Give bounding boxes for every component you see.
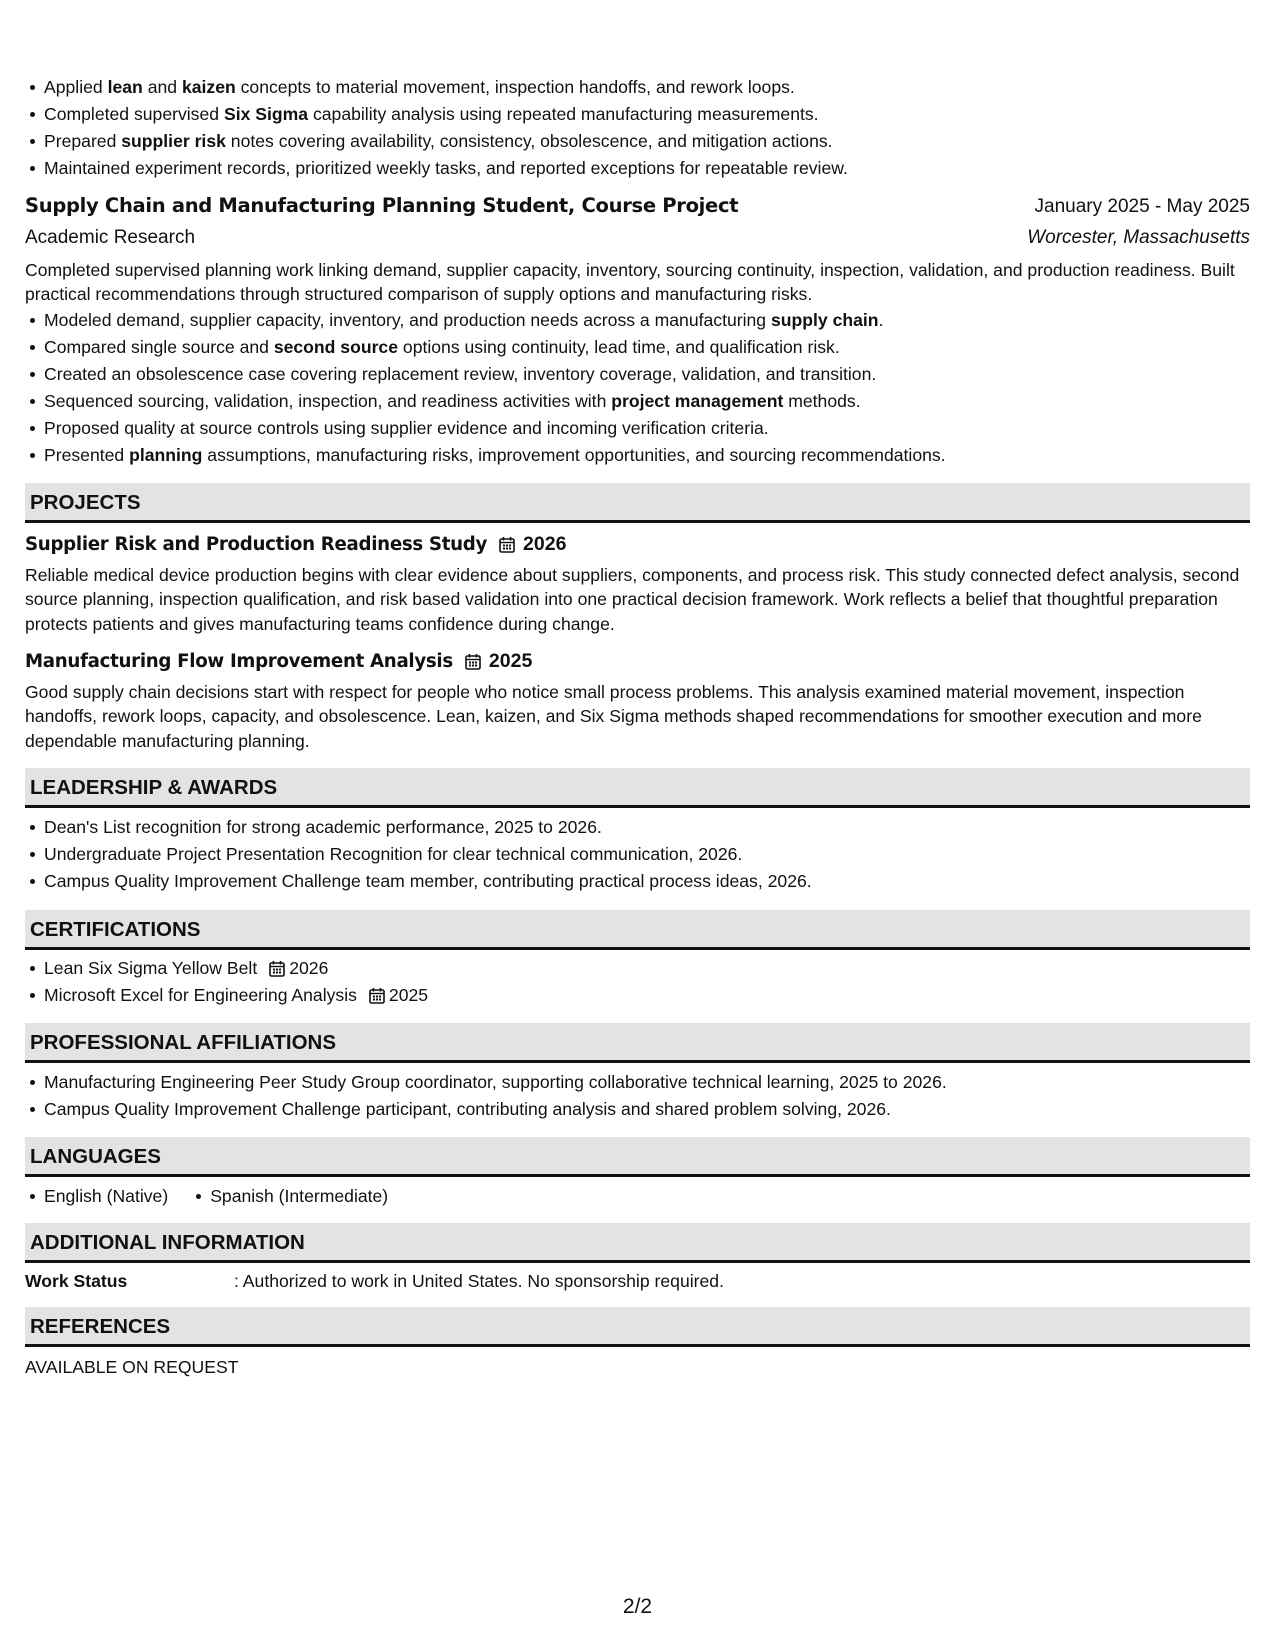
list-item: Proposed quality at source controls using supplier evidence and incoming verification criteria. [44, 415, 1250, 442]
section-header-certifications: CERTIFICATIONS [25, 910, 1250, 950]
project-title: Manufacturing Flow Improvement Analysis [25, 651, 453, 673]
work-status-row [25, 1269, 1250, 1293]
project-year: 2026 [523, 532, 567, 555]
top-bullet-list [25, 74, 1250, 182]
calendar-icon [369, 987, 385, 1004]
resume-page [25, 74, 1250, 1380]
project-title: Supplier Risk and Production Readiness Study [25, 533, 488, 555]
project-entry [25, 531, 1250, 636]
references-text: AVAILABLE ON REQUEST [25, 1357, 239, 1378]
work-status-label: Work Status [25, 1271, 128, 1292]
certification-name: Microsoft Excel for Engineering Analysis [44, 985, 357, 1006]
project-description: Good supply chain decisions start with respect for people who notice small process problems. This analysis examined material movement, inspection handoffs, rework loops, capacity, and obsolescence. Lean, kaizen, and Six Sigma methods shaped recommendations for smoother execution and more dependable manufacturing planning. [25, 681, 1202, 751]
list-item: Spanish (Intermediate) [210, 1183, 388, 1210]
certification-year: 2026 [289, 958, 329, 979]
list-item: Prepared supplier risk notes covering availability, consistency, obsolescence, and mitigation actions. [44, 128, 1250, 155]
experience-bullet-list [25, 307, 1250, 469]
affiliations-list [25, 1069, 1250, 1123]
calendar-icon [499, 536, 515, 553]
experience-title: Supply Chain and Manufacturing Planning Student, Course Project [25, 194, 739, 217]
section-header-affiliations: PROFESSIONAL AFFILIATIONS [25, 1023, 1250, 1063]
experience-dates: January 2025 - May 2025 [1034, 196, 1250, 217]
calendar-icon [269, 960, 285, 977]
experience-location: Worcester, Massachusetts [1027, 226, 1250, 248]
list-item: Created an obsolescence case covering replacement review, inventory coverage, validation, and transition. [44, 361, 1250, 388]
certifications-list [25, 955, 1250, 1009]
certification-year: 2025 [388, 985, 429, 1006]
list-item: Presented planning assumptions, manufacturing risks, improvement opportunities, and sourcing recommendations. [44, 442, 1250, 469]
experience-description: Completed supervised planning work linking demand, supplier capacity, inventory, sourcing continuity, inspection, validation, and production readiness. Built practical recommendations through structured comparison of supply options and manufacturing risks. [25, 259, 1235, 304]
list-item [44, 982, 1250, 1009]
list-item: Compared single source and second source options using continuity, lead time, and qualification risk. [44, 334, 1250, 361]
list-item: Completed supervised Six Sigma capability analysis using repeated manufacturing measurements. [44, 101, 1250, 128]
list-item: Sequenced sourcing, validation, inspection, and readiness activities with project management methods. [44, 388, 1250, 415]
list-item: Modeled demand, supplier capacity, inventory, and production needs across a manufacturing supply chain. [44, 307, 1250, 334]
section-header-leadership: LEADERSHIP & AWARDS [25, 768, 1250, 808]
calendar-icon [465, 653, 481, 670]
list-item: English (Native) [44, 1183, 168, 1210]
list-item: Manufacturing Engineering Peer Study Group coordinator, supporting collaborative technical learning, 2025 to 2026. [44, 1069, 1250, 1096]
list-item: Campus Quality Improvement Challenge team member, contributing practical process ideas, 2026. [44, 868, 1250, 895]
list-item [44, 955, 1250, 982]
work-status-value: : Authorized to work in United States. No sponsorship required. [234, 1271, 724, 1292]
project-year: 2025 [488, 650, 533, 673]
list-item: Campus Quality Improvement Challenge participant, contributing analysis and shared problem solving, 2026. [44, 1096, 1250, 1123]
certification-name: Lean Six Sigma Yellow Belt [44, 958, 258, 979]
project-description: Reliable medical device production begins with clear evidence about suppliers, components, and process risk. This study connected defect analysis, second source planning, inspection qualification, and risk based validation into one practical decision framework. Work reflects a belief that thoughtful preparation protects patients and gives manufacturing teams confidence during change. [25, 564, 1240, 634]
leadership-list [25, 814, 1250, 895]
section-header-additional-information: ADDITIONAL INFORMATION [25, 1223, 1250, 1263]
page-number: 2/2 [622, 1595, 653, 1618]
experience-organization: Academic Research [25, 226, 196, 248]
list-item: Dean's List recognition for strong academic performance, 2025 to 2026. [44, 814, 1250, 841]
project-entry [25, 648, 1250, 753]
section-header-languages: LANGUAGES [25, 1137, 1250, 1177]
languages-list [25, 1183, 1250, 1210]
list-item: Maintained experiment records, prioritized weekly tasks, and reported exceptions for repeatable review. [44, 155, 1250, 182]
section-header-references: REFERENCES [25, 1307, 1250, 1347]
list-item: Undergraduate Project Presentation Recognition for clear technical communication, 2026. [44, 841, 1250, 868]
section-header-projects: PROJECTS [25, 483, 1250, 523]
experience-entry [25, 192, 1250, 469]
list-item: Applied lean and kaizen concepts to material movement, inspection handoffs, and rework loops. [44, 74, 1250, 101]
